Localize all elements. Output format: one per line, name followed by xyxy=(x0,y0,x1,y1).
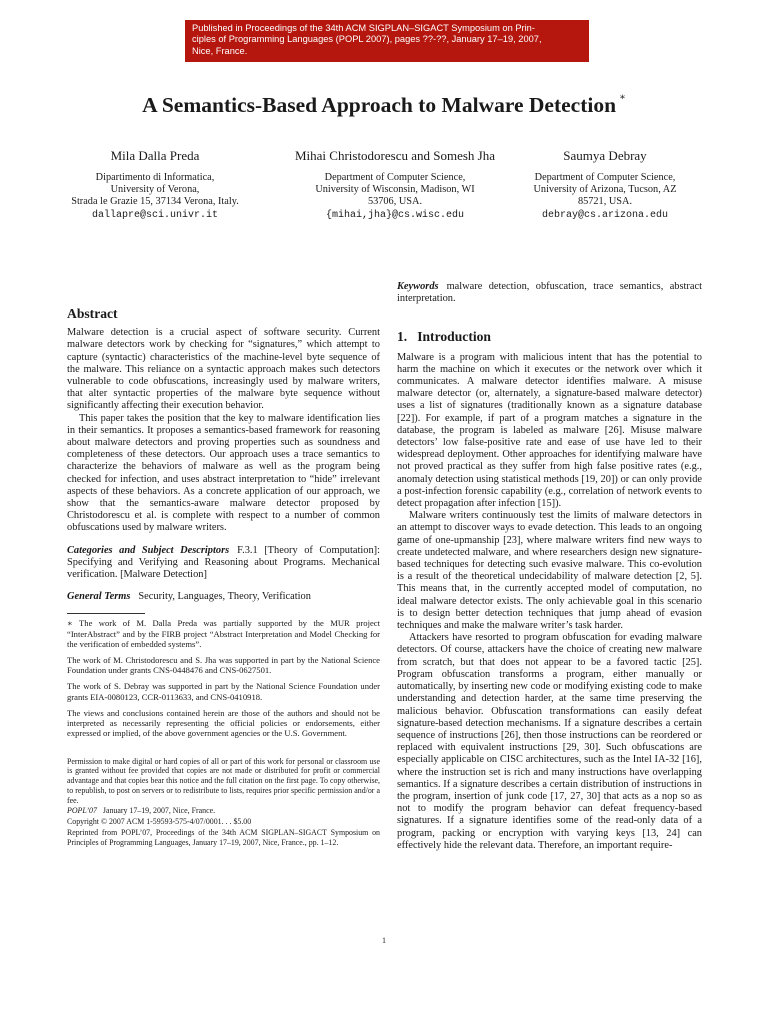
affiliation-line: University of Arizona, Tucson, AZ xyxy=(533,184,677,196)
author-block-3 xyxy=(510,148,700,221)
affiliation-line: University of Wisconsin, Madison, WI xyxy=(315,184,475,196)
author-block-2 xyxy=(285,148,505,221)
keywords-text: malware detection, obfuscation, trace semantics, abstract interpretation. xyxy=(397,281,702,305)
left-column xyxy=(67,308,380,848)
footnote: The work of M. Christodorescu and S. Jha was supported in part by the National Science Foundation under grants CNS-0448476 and CNS-0627501. xyxy=(67,655,380,676)
permission-notice: Permission to make digital or hard copies of all or part of this work for personal or classroom use is granted without fee provided that copies are not made or distributed for profit or commercial advantage and that copies bear this notice and the full citation on the first page. To copy otherwise, to republish, to post on servers or to redistribute to lists, requires prior specific permission and/or a fee. xyxy=(67,756,380,805)
affiliation-line: Dipartimento di Informatica, xyxy=(95,172,215,183)
affiliation-line: University of Verona, xyxy=(110,184,200,196)
keywords-label: Keywords xyxy=(397,281,439,292)
affiliation-line: 85721, USA. xyxy=(577,196,633,208)
author-email: debray@cs.arizona.edu xyxy=(541,209,669,221)
keywords-block xyxy=(397,281,702,305)
categories-text: F.3.1 [Theory of Computation]: Specifying and Verifying and Reasoning about Programs. Mechanical verification. [Malware Detection] xyxy=(67,544,380,581)
abstract-heading: Abstract xyxy=(67,306,118,321)
footnote-rule xyxy=(67,613,145,614)
intro-paragraph: Attackers have resorted to program obfuscation for evading malware detectors. Of course, attackers have the choice of creating new malware from scratch, but that does not appear to be a favored tactic [25]. Program obfuscation transforms a program, either manually or automatically, by inserting new code or modifying existing code to make understanding and detection harder, at the same time preserving the malicious behavior. Obfuscation transformations can easily defeat signature-based detection mechanisms. If a signature describes a certain sequence of instructions [26], then those instructions can be reordered or replaced with equivalent instructions [29, 30]. Such obfuscations are especially applicable on CISC architectures, such as the Intel IA-32 [16], where the instruction set is rich and many instructions have overlapping semantics. If a signature describes a certain distribution of instructions in the program, insertion of junk code [17, 27, 30] that acts as a nop so as not to modify the program behavior can defeat frequency-based signatures. If a signature identifies some of the read-only data of a program, packing or encryption with varying keys [13, 24] can effectively hide the relevant data. Therefore, an important require- xyxy=(397,632,702,851)
author-name: Mila Dalla Preda xyxy=(110,148,200,163)
venue-name: POPL’07 xyxy=(67,806,97,816)
affiliation-line: Department of Computer Science, xyxy=(534,172,676,183)
intro-heading xyxy=(397,331,702,343)
affiliation-line: Department of Computer Science, xyxy=(324,172,466,183)
author-block-1 xyxy=(60,148,250,221)
footnote: ∗ The work of M. Dalla Preda was partially supported by the MUR project “InterAbstract” and by the FIRB project “Abstract Interpretation and Model Checking for the verification of embedded systems”. xyxy=(67,618,380,649)
affiliation-line: Strada le Grazie 15, 37134 Verona, Italy. xyxy=(71,196,239,208)
venue-line xyxy=(67,806,380,816)
page-number: 1 xyxy=(382,936,386,945)
general-terms-label: General Terms xyxy=(67,591,131,603)
categories-block xyxy=(67,545,380,582)
abstract-paragraph: Malware detection is a crucial aspect of software security. Current malware detectors work by checking for “signatures,” which attempt to capture (syntactic) characteristics of the machine-level byte sequence of the malware. This reliance on a syntactic approach makes such detectors vulnerable to code obfuscations, increasingly used by malware writers, that alter syntactic properties of the malware byte sequence without significantly affecting their execution behavior. xyxy=(67,327,380,412)
publication-banner xyxy=(185,20,589,62)
general-terms-block xyxy=(67,591,380,603)
reprint-notice: Reprinted from POPL’07, Proceedings of the 34th ACM SIGPLAN–SIGACT Symposium on Principles of Programming Languages, January 17–19, 2007, Nice, France., pp. 1–12. xyxy=(67,828,380,847)
footnotes xyxy=(67,613,380,738)
author-affiliation xyxy=(60,172,250,209)
intro-paragraph: Malware writers continuously test the limits of malware detectors in an attempt to discover ways to evade detection. This leads to an ongoing game of one-upmanship [23], where malware writers find new ways to create undetected malware, and where researchers design new signature-based techniques for detecting such evasive malware. This co-evolution is a result of the theoretical undecidability of malware detection [2, 5]. This means that, in the currently accepted model of computation, no ideal malware detector exists. The only achievable goal in this scenario is to design better detection techniques that jump ahead of evasion techniques and make the malware writer’s task harder. xyxy=(397,510,702,632)
footnote: The work of S. Debray was supported in part by the National Science Foundation under grants EIA-0080123, CCR-0113633, and CNS-0410918. xyxy=(67,681,380,702)
section-title: Introduction xyxy=(417,329,491,345)
title-text: A Semantics-Based Approach to Malware Detection xyxy=(142,93,617,117)
author-name: Saumya Debray xyxy=(563,148,647,163)
right-column xyxy=(397,281,702,852)
author-email: {mihai,jha}@cs.wisc.edu xyxy=(325,209,465,221)
title-footnote-mark: ∗ xyxy=(619,92,626,103)
banner-line: Nice, France. xyxy=(192,45,248,56)
author-email: dallapre@sci.univr.it xyxy=(91,209,219,221)
intro-paragraph: Malware is a program with malicious intent that has the potential to harm the machine on which it executes or the network over which it communicates. A malware detector identifies malware. A misuse malware detector (or, alternately, a signature-based malware detector) uses a list of signatures (traditionally known as a signature database [22]). For example, if part of a program matches a signature in the database, the program is labeled as malware [26]. Misuse malware detectors’ low false-positive rate and ease of use have led to their widespread deployment. Other approaches for identifying malware have not proved practical as they suffer from high false positive rates (e.g., anomaly detection using statistical methods [19, 20]) or can only provide a post-infection forensic capability (e.g., correlation of network events to detect propagation after infection [15]). xyxy=(397,351,702,510)
affiliation-line: 53706, USA. xyxy=(367,196,423,208)
author-name: Mihai Christodorescu and Somesh Jha xyxy=(294,148,496,163)
banner-line: Published in Proceedings of the 34th ACM SIGPLAN–SIGACT Symposium on Prin- xyxy=(192,23,535,33)
banner-line: ciples of Programming Languages (POPL 2007), pages ??-??, January 17–19, 2007, xyxy=(192,34,542,45)
section-number: 1. xyxy=(397,329,408,345)
footnote: The views and conclusions contained herein are those of the authors and should not be interpreted as necessarily representing the official policies or endorsements, either expressed or implied, of the above government agencies or the U.S. Government. xyxy=(67,707,380,739)
categories-label: Categories and Subject Descriptors xyxy=(67,544,230,556)
abstract-paragraph: This paper takes the position that the key to malware identification lies in their semantics. It proposes a semantics-based framework for reasoning about malware detectors and proving properties such as soundness and completeness of these detectors. Our approach uses a trace semantics to characterize the behaviors of malware as well as the program being checked for infection, and uses abstract interpretation to “hide” irrelevant aspects of these behaviors. As a concrete application of our approach, we show that the semantics-aware malware detector proposed by Christodorescu et al. is complete with respect to a number of common obfuscations used by malware writers. xyxy=(67,412,380,534)
general-terms-text: Security, Languages, Theory, Verification xyxy=(138,591,311,603)
author-affiliation xyxy=(510,172,700,209)
copyright-block xyxy=(67,757,380,848)
paper-title xyxy=(0,93,768,118)
author-affiliation xyxy=(285,172,505,209)
venue-date: January 17–19, 2007, Nice, France. xyxy=(102,806,216,816)
copyright-line: Copyright © 2007 ACM 1-59593-575-4/07/0001. . . $5.00 xyxy=(67,817,252,827)
